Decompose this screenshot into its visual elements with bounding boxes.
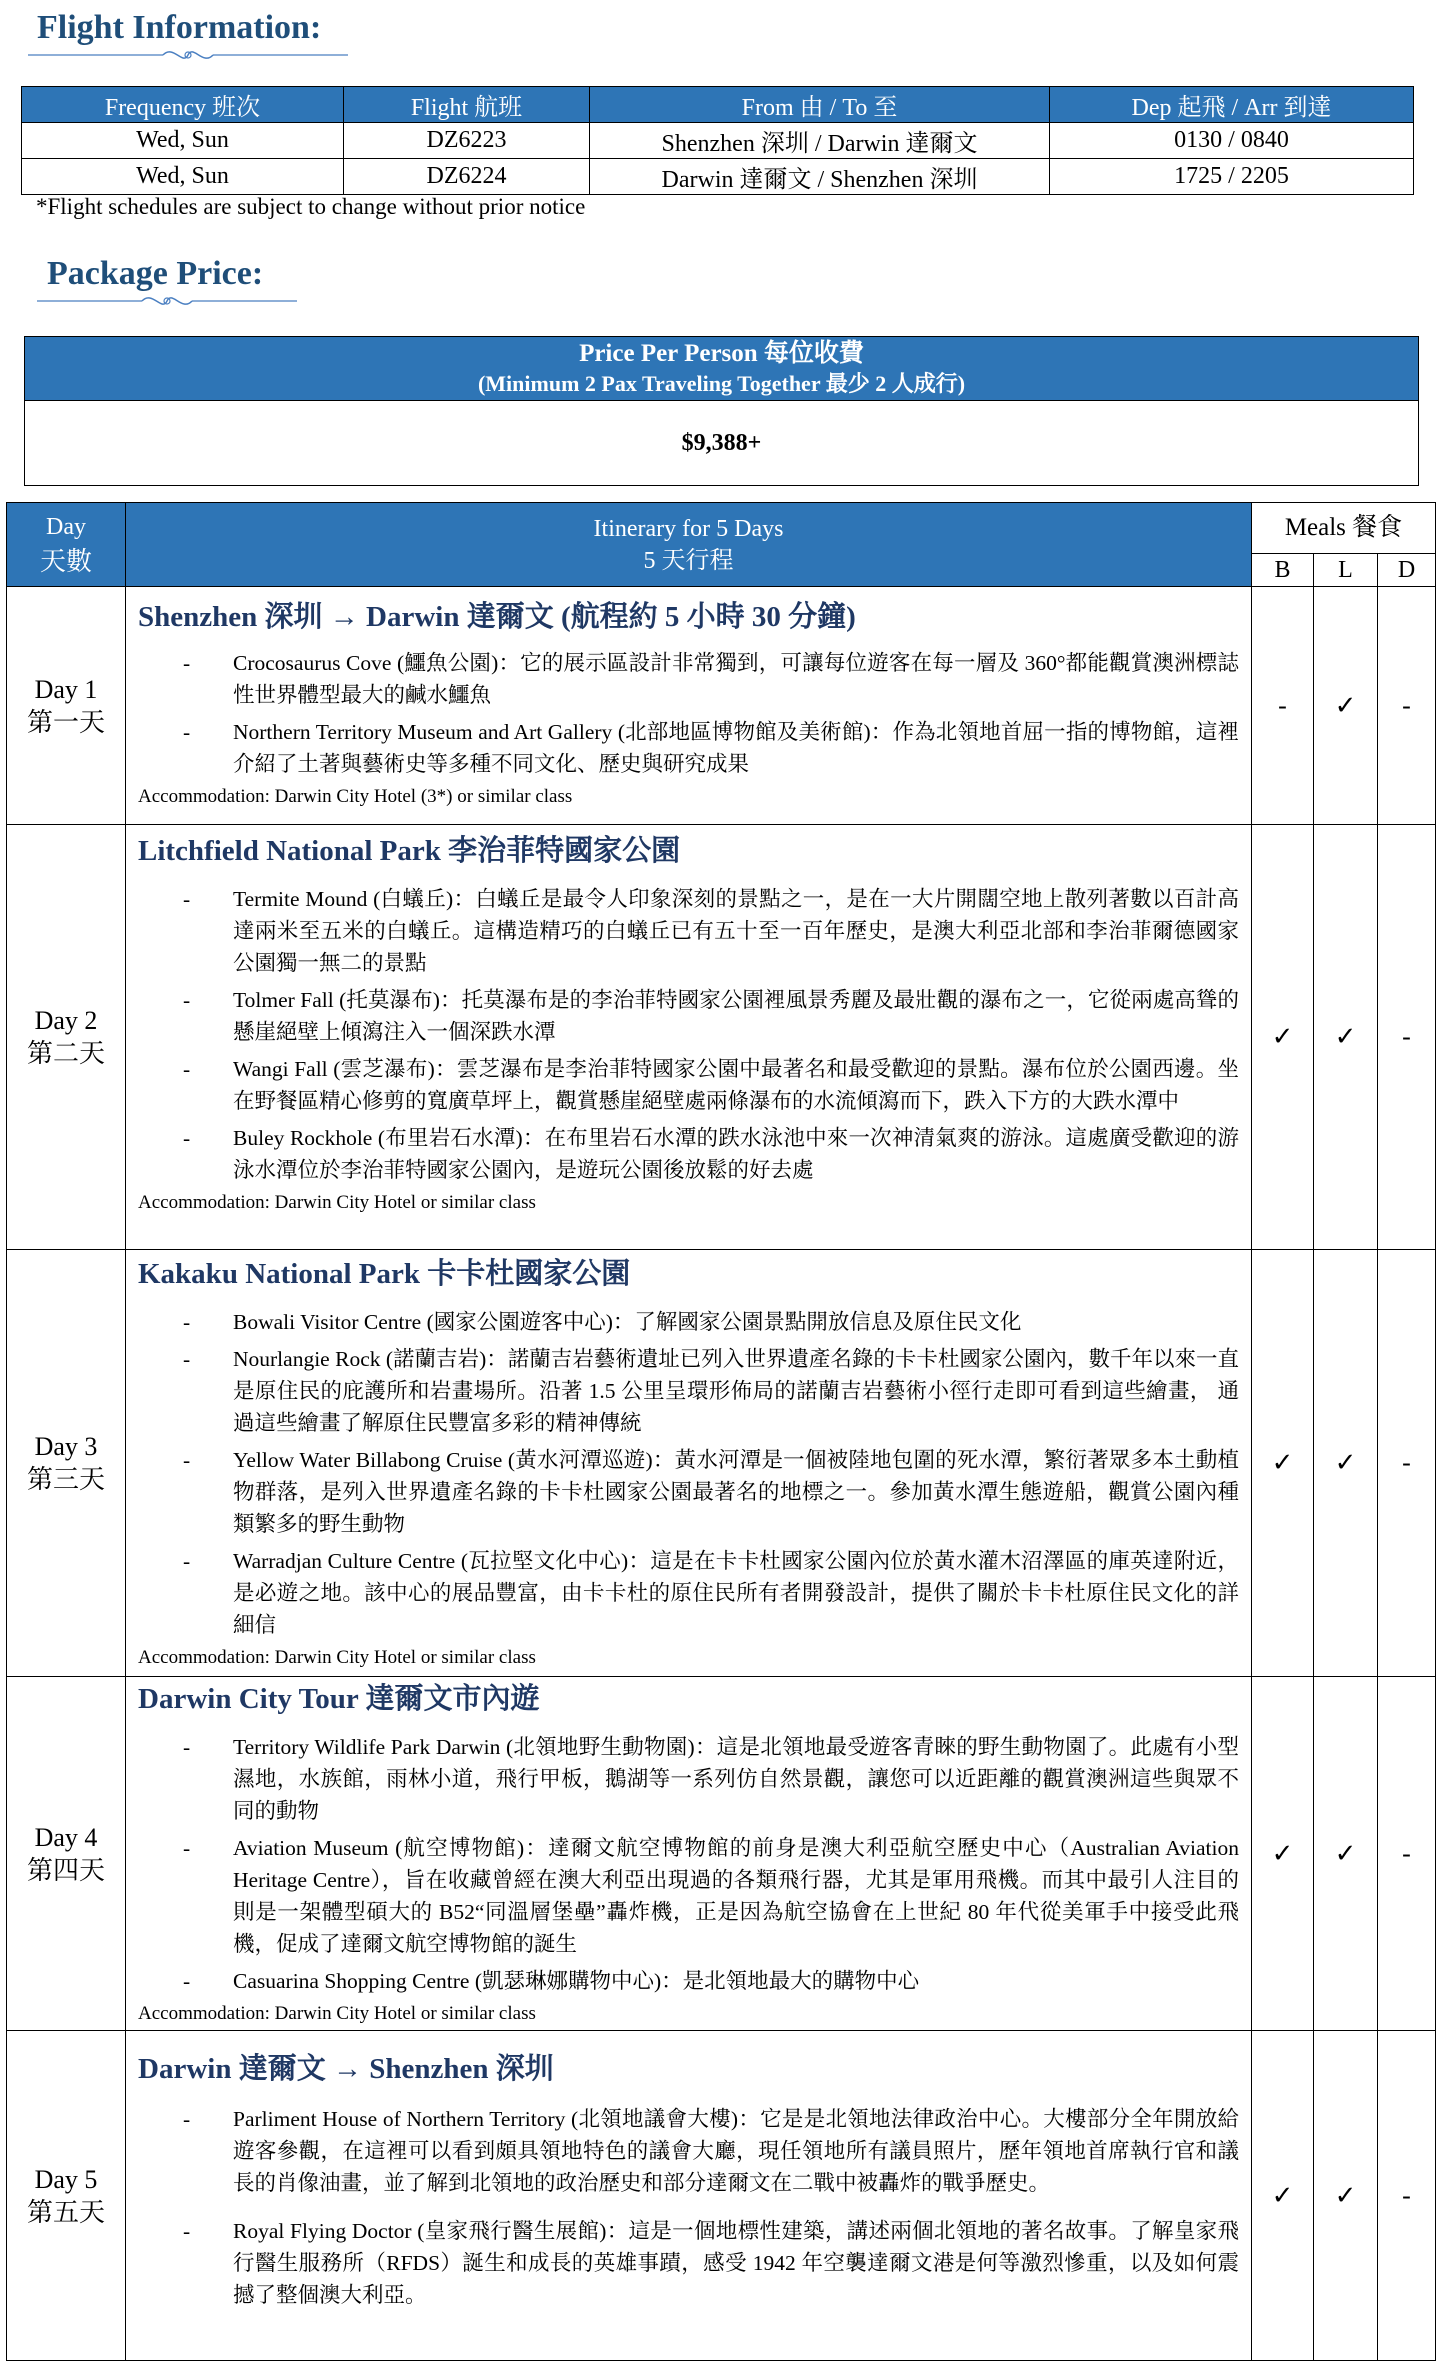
flight-col-flight: Flight 航班 — [344, 87, 590, 123]
flourish-ornament — [28, 44, 348, 66]
bullet-dash: - — [183, 1549, 191, 1573]
bullet-dash: - — [183, 2107, 191, 2131]
day-label-zh: 第四天 — [26, 1855, 105, 1885]
meal-dinner: - — [1378, 1250, 1436, 1677]
meals-column-header: Meals 餐食 — [1252, 503, 1436, 554]
bullet-dash: - — [183, 887, 191, 911]
list-item — [138, 1832, 1239, 1960]
accommodation: Accommodation: Darwin City Hotel or similar class — [138, 2003, 536, 2024]
list-item — [138, 1306, 1239, 1338]
list-item-text: Buley Rockhole (布里岩石水潭)：在布里岩石水潭的跌水泳池中來一次神清氣爽的游泳。這處廣受歡迎的游泳水潭位於李治菲特國家公園內，是遊玩公園後放鬆的好去處 — [233, 1126, 1239, 1182]
flight-route: Shenzhen 深圳 / Darwin 達爾文 — [590, 123, 1050, 159]
itinerary-day-row — [7, 825, 1436, 1250]
day-content — [126, 825, 1252, 1250]
list-item — [138, 984, 1239, 1048]
price-header-line1: Price Per Person 每位收費 — [579, 339, 864, 367]
day-content — [126, 1677, 1252, 2031]
list-item — [138, 2103, 1239, 2199]
meal-dinner: - — [1378, 2031, 1436, 2361]
day-content — [126, 587, 1252, 825]
list-item — [138, 716, 1239, 780]
package-section-title: Package Price: — [47, 255, 264, 292]
bullet-dash: - — [183, 1969, 191, 1993]
list-item — [138, 1444, 1239, 1540]
flight-time: 1725 / 2205 — [1050, 159, 1414, 195]
meal-d-header: D — [1378, 554, 1436, 587]
meal-dinner: - — [1378, 825, 1436, 1250]
flight-table — [21, 86, 1414, 195]
list-item — [138, 883, 1239, 979]
day-column-header — [7, 503, 126, 587]
flight-route: Darwin 達爾文 / Shenzhen 深圳 — [590, 159, 1050, 195]
day-label-en: Day 2 — [34, 1006, 98, 1035]
day-title: Litchfield National Park 李治菲特國家公園 — [138, 835, 681, 867]
meal-breakfast: ✓ — [1252, 1677, 1314, 2031]
day-header-zh: 天數 — [39, 547, 92, 576]
meal-lunch: ✓ — [1314, 587, 1378, 825]
price-header-line2: (Minimum 2 Pax Traveling Together 最少 2 人成行) — [477, 370, 966, 396]
day-label — [7, 2031, 126, 2361]
day-label-zh: 第五天 — [26, 2197, 105, 2227]
accommodation: Accommodation: Darwin City Hotel or similar class — [138, 1192, 536, 1213]
bullet-dash: - — [183, 720, 191, 744]
day-header-en: Day — [46, 514, 86, 540]
day-label-en: Day 3 — [34, 1432, 98, 1461]
flight-number: DZ6223 — [344, 123, 590, 159]
flight-note: *Flight schedules are subject to change without prior notice — [36, 194, 586, 219]
flight-section-title: Flight Information: — [37, 9, 322, 46]
day-label-zh: 第三天 — [26, 1465, 105, 1494]
bullet-dash: - — [183, 1310, 191, 1334]
flight-frequency: Wed, Sun — [22, 159, 344, 195]
list-item-text: Wangi Fall (雲芝瀑布)：雲芝瀑布是李治菲特國家公園中最著名和最受歡迎的景點。瀑布位於公園西邊。坐在野餐區精心修剪的寬廣草坪上，觀賞懸崖絕壁處兩條瀑布的水流傾瀉而下，跌入下方的大跌水潭中 — [233, 1057, 1239, 1113]
list-item-text: Aviation Museum (航空博物館)：達爾文航空博物館的前身是澳大利亞航空歷史中心（Australian Aviation Heritage Centre），旨在收藏曾經在澳大利亞出現過的各類飛行器，尤其是軍用飛機。而其中最引人注目的則是一架體型碩大的 B52“同溫層堡壘”轟炸機，正是因為航空協會在上世紀 80 年代從美軍手中接受此飛機，促成了達爾文航空博物館的誕生 — [233, 1836, 1239, 1956]
list-item-text: Warradjan Culture Centre (瓦拉堅文化中心)：這是在卡卡杜國家公園內位於黃水灌木沼澤區的庫英達附近，是必遊之地。該中心的展品豐富，由卡卡杜的原住民所有者開發設計，提供了關於卡卡杜原住民文化的詳細信 — [233, 1549, 1239, 1637]
meal-dinner: - — [1378, 1677, 1436, 2031]
list-item — [138, 1053, 1239, 1117]
list-item-text: Royal Flying Doctor (皇家飛行醫生展館)：這是一個地標性建築，講述兩個北領地的著名故事。了解皇家飛行醫生服務所（RFDS）誕生和成長的英雄事蹟，感受 1942 年空襲達爾文港是何等激烈慘重，以及如何震撼了整個澳大利亞。 — [233, 2219, 1239, 2307]
price-header — [25, 337, 1419, 401]
flight-number: DZ6224 — [344, 159, 590, 195]
day-title: Darwin 達爾文 → Shenzhen 深圳 — [138, 2053, 554, 2085]
list-item — [138, 1965, 1239, 1997]
list-item-text: Casuarina Shopping Centre (凱瑟琳娜購物中心)：是北領地最大的購物中心 — [233, 1969, 920, 1993]
bullet-dash: - — [183, 1126, 191, 1150]
list-item — [138, 1343, 1239, 1439]
day-label — [7, 587, 126, 825]
day-label-en: Day 5 — [34, 2164, 98, 2194]
day-title: Shenzhen 深圳 → Darwin 達爾文 (航程約 5 小時 30 分鐘) — [138, 601, 856, 633]
flight-col-route: From 由 / To 至 — [590, 87, 1050, 123]
accommodation: Accommodation: Darwin City Hotel or similar class — [138, 1647, 536, 1668]
bullet-dash: - — [183, 988, 191, 1012]
price-table — [24, 336, 1419, 486]
bullet-dash: - — [183, 1836, 191, 1860]
day-label-zh: 第一天 — [26, 707, 105, 737]
itinerary-table — [6, 502, 1436, 2361]
day-title: Kakaku National Park 卡卡杜國家公園 — [138, 1258, 631, 1290]
table-row — [22, 123, 1414, 159]
list-item-text: Northern Territory Museum and Art Gallery (北部地區博物館及美術館)：作為北領地首屈一指的博物館，這裡介紹了土著與藝術史等多種不同文化、歷史與研究成果 — [233, 720, 1239, 776]
bullet-dash: - — [183, 651, 191, 675]
list-item-text: Termite Mound (白蟻丘)：白蟻丘是最令人印象深刻的景點之一，是在一大片開闊空地上散列著數以百計高達兩米至五米的白蟻丘。這構造精巧的白蟻丘已有五十至一百年歷史，是澳大利亞北部和李治菲爾德國家公園獨一無二的景點 — [233, 887, 1239, 975]
flight-col-time: Dep 起飛 / Arr 到達 — [1050, 87, 1414, 123]
list-item — [138, 1122, 1239, 1186]
price-value: $9,388+ — [25, 401, 1419, 486]
list-item-text: Tolmer Fall (托莫瀑布)：托莫瀑布是的李治菲特國家公園裡風景秀麗及最壯觀的瀑布之一，它從兩處高聳的懸崖絕壁上傾瀉注入一個深跌水潭 — [233, 988, 1239, 1044]
table-row — [22, 159, 1414, 195]
list-item — [138, 1731, 1239, 1827]
list-item — [138, 647, 1239, 711]
itinerary-day-row — [7, 2031, 1436, 2361]
bullet-dash: - — [183, 2219, 191, 2243]
day-content — [126, 2031, 1252, 2361]
day-content — [126, 1250, 1252, 1677]
itinerary-header-zh: 5 天行程 — [643, 547, 734, 574]
list-item-text: Nourlangie Rock (諾蘭吉岩)：諾蘭吉岩藝術遺址已列入世界遺產名錄的卡卡杜國家公園內，數千年以來一直是原住民的庇護所和岩畫場所。沿著 1.5 公里呈環形佈局的諾蘭吉岩藝術小徑行走即可看到這些繪畫， 通過這些繪畫了解原住民豐富多彩的精神傳統 — [233, 1347, 1239, 1435]
meal-lunch: ✓ — [1314, 825, 1378, 1250]
accommodation: Accommodation: Darwin City Hotel (3*) or similar class — [138, 786, 573, 807]
meal-b-header: B — [1252, 554, 1314, 587]
flight-time: 0130 / 0840 — [1050, 123, 1414, 159]
itinerary-day-row — [7, 587, 1436, 825]
flight-frequency: Wed, Sun — [22, 123, 344, 159]
list-item-text: Parliment House of Northern Territory (北領地議會大樓)：它是是北領地法律政治中心。大樓部分全年開放給遊客參觀，在這裡可以看到頗具領地特色的議會大廳，現任領地所有議員照片，歷年領地首席執行官和議長的肖像油畫，並了解到北領地的政治歷史和部分達爾文在二戰中被轟炸的戰爭歷史。 — [233, 2107, 1239, 2195]
meal-lunch: ✓ — [1314, 1250, 1378, 1677]
itinerary-day-row — [7, 1250, 1436, 1677]
meal-breakfast: ✓ — [1252, 1250, 1314, 1677]
meal-breakfast: ✓ — [1252, 2031, 1314, 2361]
itinerary-header-en: Itinerary for 5 Days — [593, 515, 784, 542]
day-label-en: Day 1 — [34, 674, 98, 704]
flourish-ornament — [37, 290, 297, 312]
list-item-text: Yellow Water Billabong Cruise (黃水河潭巡遊)：黃水河潭是一個被陸地包圍的死水潭，繁衍著眾多本土動植物群落，是列入世界遺產名錄的卡卡杜國家公園最著名的地標之一。參加黃水潭生態遊船，觀賞公園內種類繁多的野生動物 — [233, 1448, 1239, 1536]
day-label — [7, 1250, 126, 1677]
list-item — [138, 2215, 1239, 2311]
flight-header-row — [22, 87, 1414, 123]
day-label-zh: 第二天 — [26, 1039, 105, 1068]
bullet-dash: - — [183, 1735, 191, 1759]
day-label — [7, 825, 126, 1250]
meal-lunch: ✓ — [1314, 2031, 1378, 2361]
list-item-text: Bowali Visitor Centre (國家公園遊客中心)：了解國家公園景點開放信息及原住民文化 — [233, 1310, 1022, 1334]
day-label — [7, 1677, 126, 2031]
bullet-dash: - — [183, 1347, 191, 1371]
meal-lunch: ✓ — [1314, 1677, 1378, 2031]
meal-breakfast: - — [1252, 587, 1314, 825]
meal-breakfast: ✓ — [1252, 825, 1314, 1250]
day-title: Darwin City Tour 達爾文市內遊 — [138, 1683, 540, 1715]
flight-col-frequency: Frequency 班次 — [22, 87, 344, 123]
itinerary-day-row — [7, 1677, 1436, 2031]
meal-l-header: L — [1314, 554, 1378, 587]
list-item-text: Crocosaurus Cove (鱷魚公園)：它的展示區設計非常獨到，可讓每位遊客在每一層及 360°都能觀賞澳洲標誌性世界體型最大的鹹水鱷魚 — [233, 651, 1239, 707]
meal-dinner: - — [1378, 587, 1436, 825]
list-item — [138, 1545, 1239, 1641]
list-item-text: Territory Wildlife Park Darwin (北領地野生動物園)：這是北領地最受遊客青睞的野生動物園了。此處有小型濕地，水族館，雨林小道，飛行甲板，鵝湖等一系列仿自然景觀，讓您可以近距離的觀賞澳洲這些與眾不同的動物 — [233, 1735, 1239, 1823]
itinerary-column-header — [126, 503, 1252, 587]
day-label-en: Day 4 — [34, 1822, 98, 1852]
bullet-dash: - — [183, 1448, 191, 1472]
bullet-dash: - — [183, 1057, 191, 1081]
